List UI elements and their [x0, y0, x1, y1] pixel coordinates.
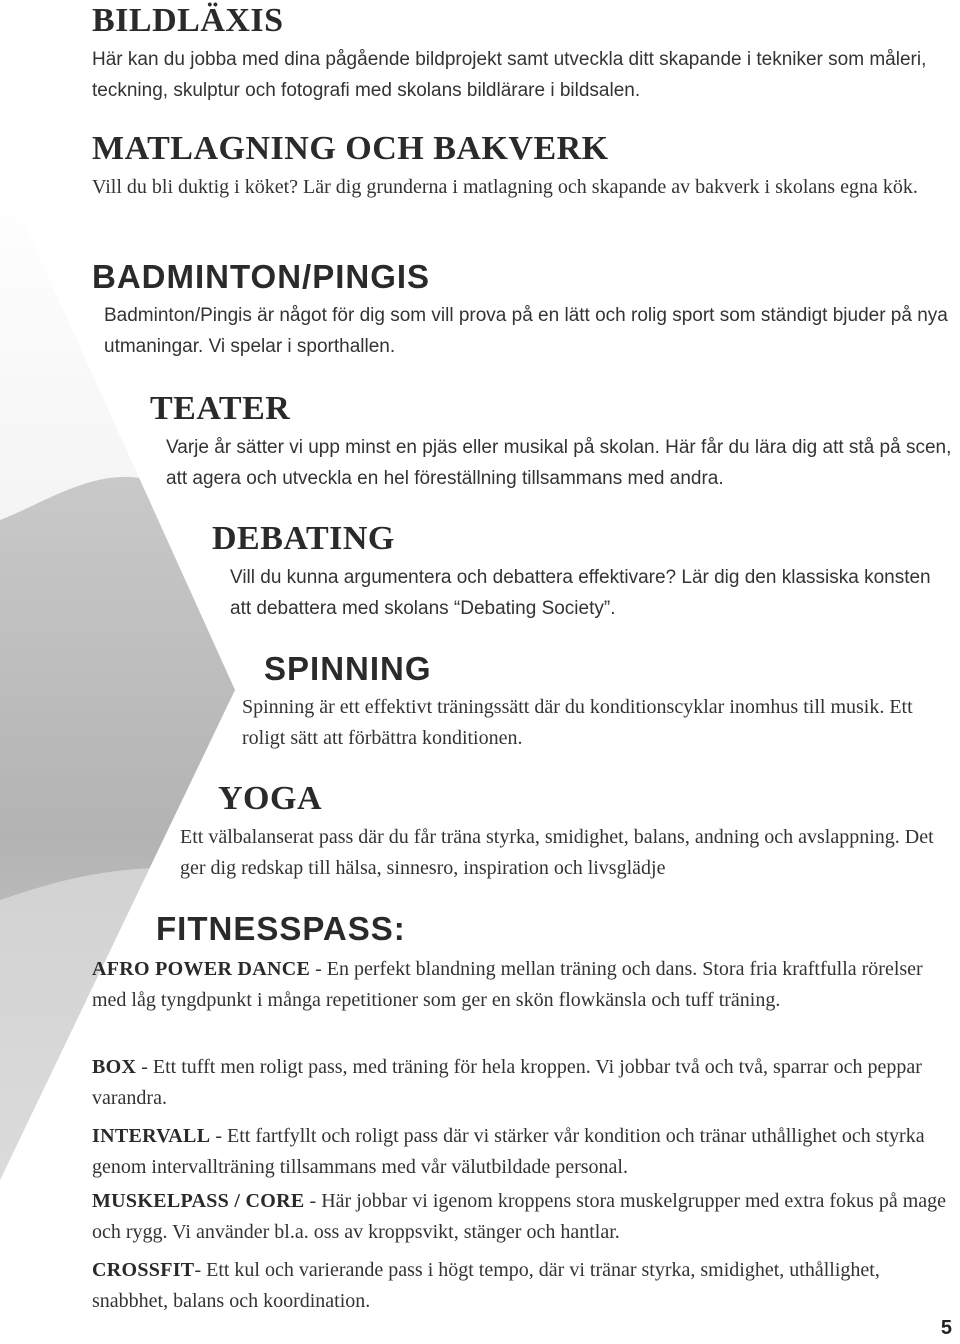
fitness-item-name: INTERVALL [92, 1125, 211, 1147]
section-text: Spinning är ett effektivt träningssätt där du konditionscyklar inomhus till musik. Ett roligt sätt att förbättra konditionen. [242, 696, 913, 749]
fitness-item-intervall [92, 1121, 954, 1183]
section-debating [212, 520, 952, 624]
fitness-item-text: - Ett tufft men roligt pass, med träning för hela kroppen. Vi jobbar två och två, sparrar och peppar varandra. [92, 1056, 922, 1109]
section-matlagning [92, 130, 922, 203]
section-text: Ett välbalanserat pass där du får träna styrka, smidighet, balans, andning och avslappning. Det ger dig redskap till hälsa, sinnesro, inspiration och livsglädje [180, 826, 934, 879]
section-yoga [180, 780, 940, 884]
fitness-heading: FITNESSPASS: [156, 910, 406, 947]
fitness-item-name: CROSSFIT [92, 1259, 195, 1281]
section-text: Varje år sätter vi upp minst en pjäs eller musikal på skolan. Här får du lära dig att stå på scen, att agera och utveckla en hel föreställning tillsammans med andra. [166, 437, 952, 489]
section-heading: DEBATING [212, 520, 395, 557]
fitness-item-afro [92, 954, 954, 1016]
fitness-item-name: BOX [92, 1056, 137, 1078]
section-spinning [242, 650, 942, 754]
page-number: 5 [940, 1317, 952, 1339]
section-text: Badminton/Pingis är något för dig som vill prova på en lätt och rolig sport som ständigt bjuder på nya utmaningar. Vi spelar i sporthallen. [104, 305, 948, 357]
section-heading: TEATER [150, 390, 291, 427]
section-text: Vill du kunna argumentera och debattera effektivare? Lär dig den klassiska konsten att debattera med skolans “Debating Society”. [230, 567, 931, 619]
section-heading: SPINNING [264, 650, 432, 687]
fitness-item-crossfit [92, 1255, 942, 1317]
fitness-item-box [92, 1052, 942, 1114]
fitness-item-muskelpass [92, 1186, 954, 1248]
fitness-item-text: - Ett fartfyllt och roligt pass där vi stärker vår kondition och tränar uthållighet och styrka genom intervallträning tillsammans med vår välutbildade personal. [92, 1125, 925, 1178]
fitness-item-name: MUSKELPASS / CORE [92, 1190, 305, 1212]
fitness-item-text: - Här jobbar vi igenom kroppens stora muskelgrupper med extra fokus på mage och rygg. Vi använder bl.a. oss av kroppsvikt, stänger och hantlar. [92, 1190, 947, 1243]
fitness-item-name: AFRO POWER DANCE [92, 958, 311, 980]
section-heading: MATLAGNING OCH BAKVERK [92, 130, 609, 167]
section-heading: YOGA [218, 780, 322, 817]
section-heading: BILDLÄXIS [92, 2, 284, 39]
fitness-heading-block [156, 910, 406, 948]
section-teater [150, 390, 952, 494]
fitness-item-text: - En perfekt blandning mellan träning och dans. Stora fria kraftfulla rörelser med låg tyngdpunkt i många repetitioner som ger en skön flowkänsla och tuff träning. [92, 958, 923, 1011]
section-heading: BADMINTON/PINGIS [92, 258, 431, 295]
section-text: Här kan du jobba med dina pågående bildprojekt samt utveckla ditt skapande i tekniker som måleri, teckning, skulptur och fotografi med skolans bildlärare i bildsalen. [92, 49, 927, 101]
fitness-item-text: - Ett kul och varierande pass i högt tempo, där vi tränar styrka, smidighet, uthållighet, snabbhet, balans och koordination. [92, 1259, 880, 1312]
section-badminton [92, 258, 954, 362]
section-text: Vill du bli duktig i köket? Lär dig grunderna i matlagning och skapande av bakverk i skolans egna kök. [92, 176, 918, 198]
section-bildlaxis [92, 2, 952, 106]
